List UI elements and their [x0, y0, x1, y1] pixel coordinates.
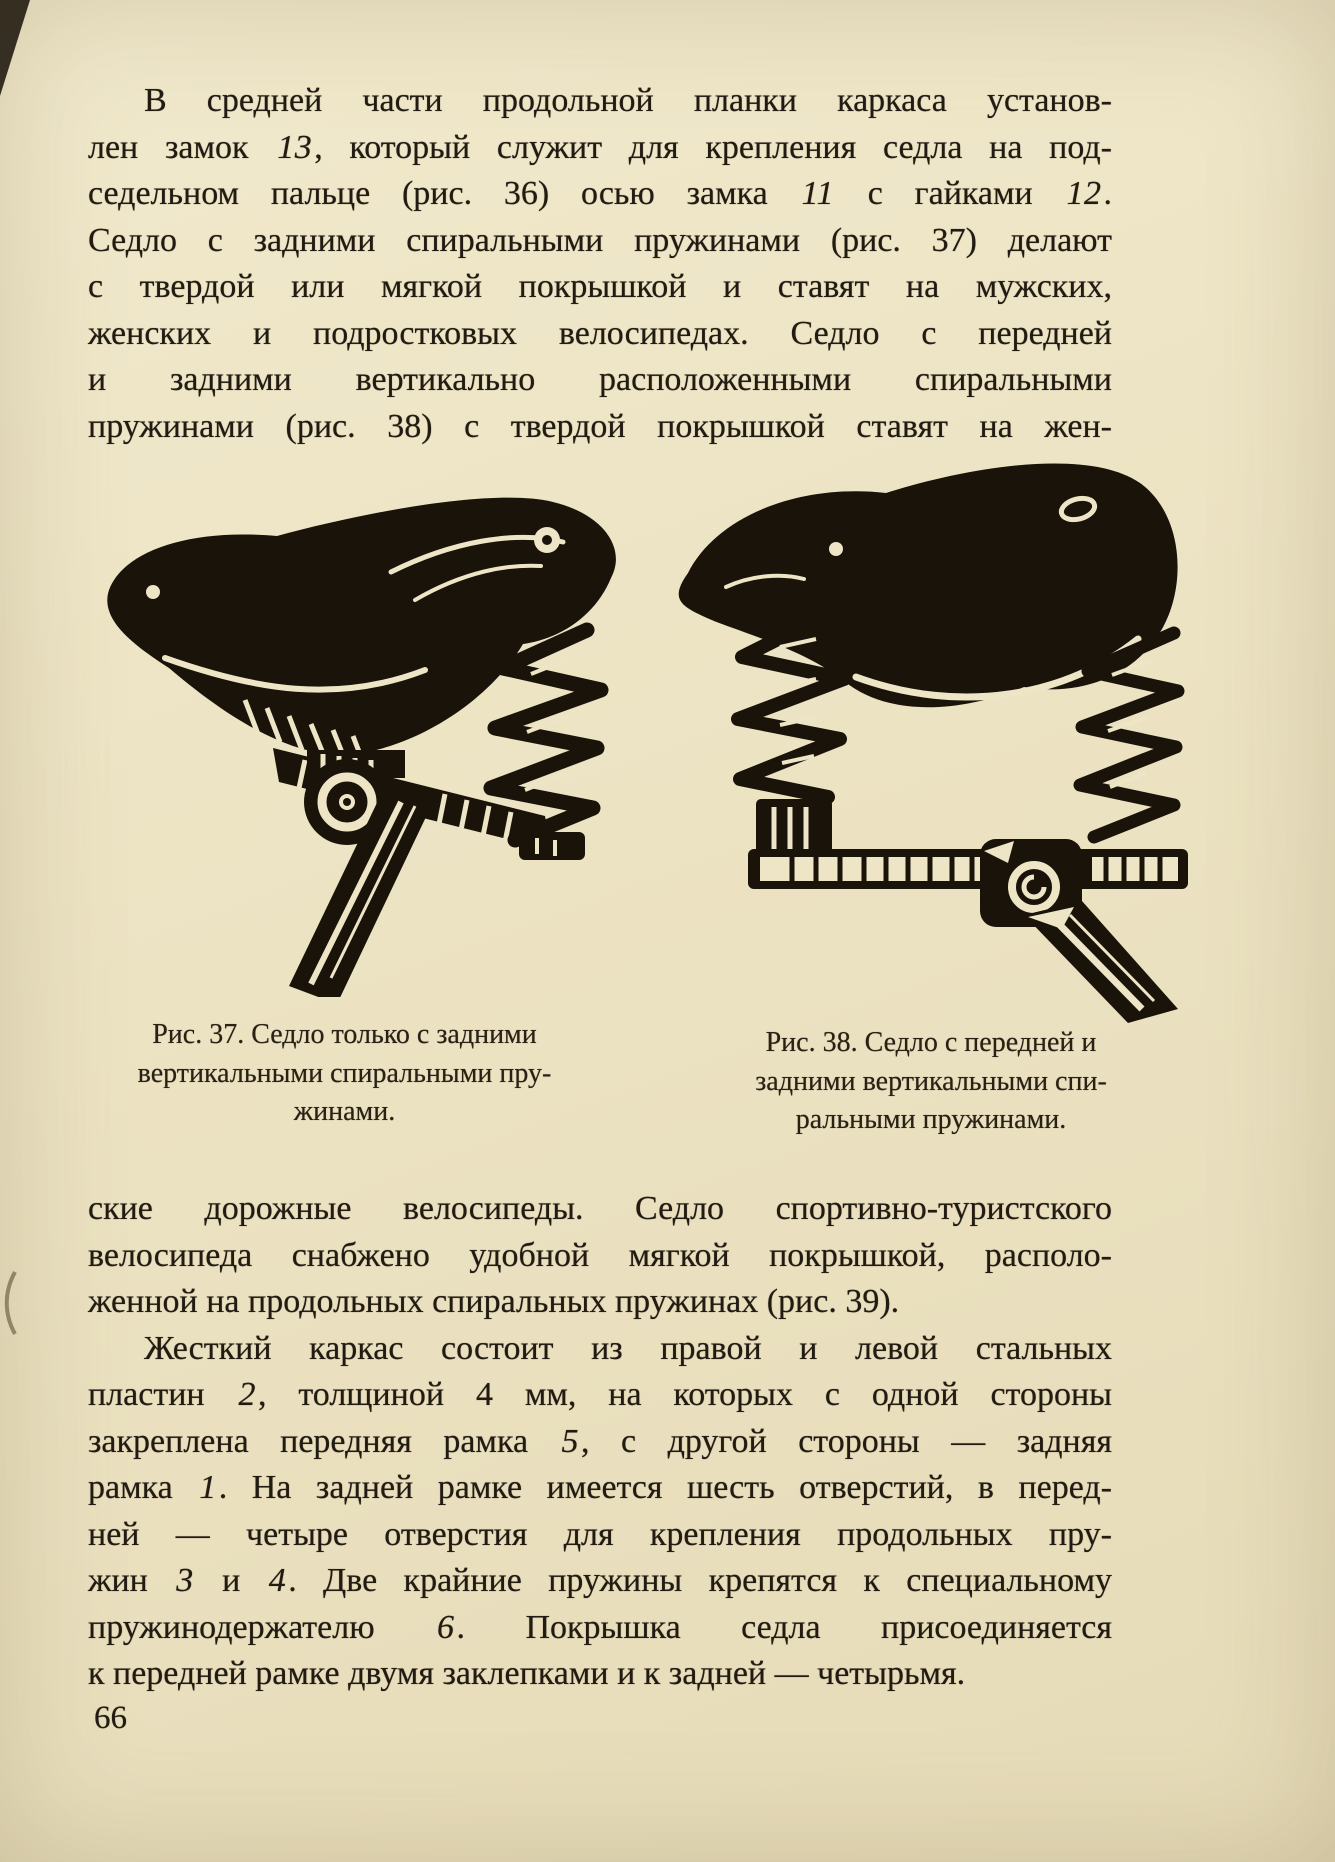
caption-line: задними вертикальными спи- — [755, 1065, 1107, 1097]
saddle-38-rail — [748, 849, 1188, 889]
text-line: ские дорожные велосипеды. Седло спортивно-туристского — [88, 1190, 1112, 1227]
text-line: ней — четыре отверстия для крепления продольных пру- — [88, 1515, 1112, 1553]
caption-line: вертикальными спиральными пру- — [137, 1057, 552, 1089]
figure-38-saddle-front-rear-springs-illustration — [630, 425, 1190, 1025]
figure-37-caption — [92, 1016, 597, 1132]
text-line: седельном пальце (рис. 36) осью замка 11 с гайками 12. — [88, 175, 1112, 212]
paragraph-frame-description — [88, 1326, 1112, 1698]
text-line: велосипеда снабжено удобной мягкой покрышкой, располо- — [88, 1236, 1112, 1274]
text-line: пружинами (рис. 38) с твердой покрышкой ставят на жен- — [88, 407, 1112, 445]
text-line: рамка 1. На задней рамке имеется шесть отверстий, в перед- — [88, 1469, 1112, 1506]
saddle-38-seat-post — [1024, 901, 1178, 1023]
caption-line: жинами. — [293, 1096, 396, 1127]
scan-edge-mark — [0, 1268, 22, 1340]
caption-line: Рис. 37. Седло только с задними — [152, 1019, 537, 1050]
text-line: лен замок 13, который служит для крепления седла на под- — [88, 128, 1112, 166]
figure-38-caption — [690, 1024, 1172, 1140]
text-line: женских и подростковых велосипедах. Седло с передней — [88, 314, 1112, 352]
text-line: жин 3 и 4. Две крайние пружины крепятся к специальному — [88, 1562, 1112, 1599]
caption-line: ральными пружинами. — [795, 1104, 1067, 1135]
text-line: с твердой или мягкой покрышкой и ставят на мужских, — [88, 268, 1112, 305]
text-line: закреплена передняя рамка 5, с другой стороны — задняя — [88, 1422, 1112, 1460]
text-line: к передней рамке двумя заклепками и к задней — четырьмя. — [88, 1655, 966, 1692]
paragraph-continuation — [88, 1186, 1112, 1326]
text-line: и задними вертикально расположенными спиральными — [88, 361, 1112, 398]
scan-corner-artifact — [0, 0, 30, 96]
text-line: женной на продольных спиральных пружинах (рис. 39). — [88, 1283, 900, 1320]
page-number: 66 — [94, 1700, 127, 1736]
text-line: пружинодержателю 6. Покрышка седла присоединяется — [88, 1608, 1112, 1646]
text-line: Жесткий каркас состоит из правой и левой стальных — [144, 1329, 1112, 1367]
paragraph-bottom-wrap — [88, 1186, 1112, 1698]
paragraph-top — [88, 78, 1112, 450]
caption-line: Рис. 38. Седло с передней и — [765, 1027, 1097, 1058]
text-line: Седло с задними спиральными пружинами (рис. 37) делают — [88, 221, 1112, 259]
text-line: пластин 2, толщиной 4 мм, на которых с одной стороны — [88, 1376, 1113, 1413]
text-line: В средней части продольной планки каркаса установ- — [144, 82, 1112, 119]
figure-37-saddle-rear-spring-illustration — [95, 452, 640, 997]
